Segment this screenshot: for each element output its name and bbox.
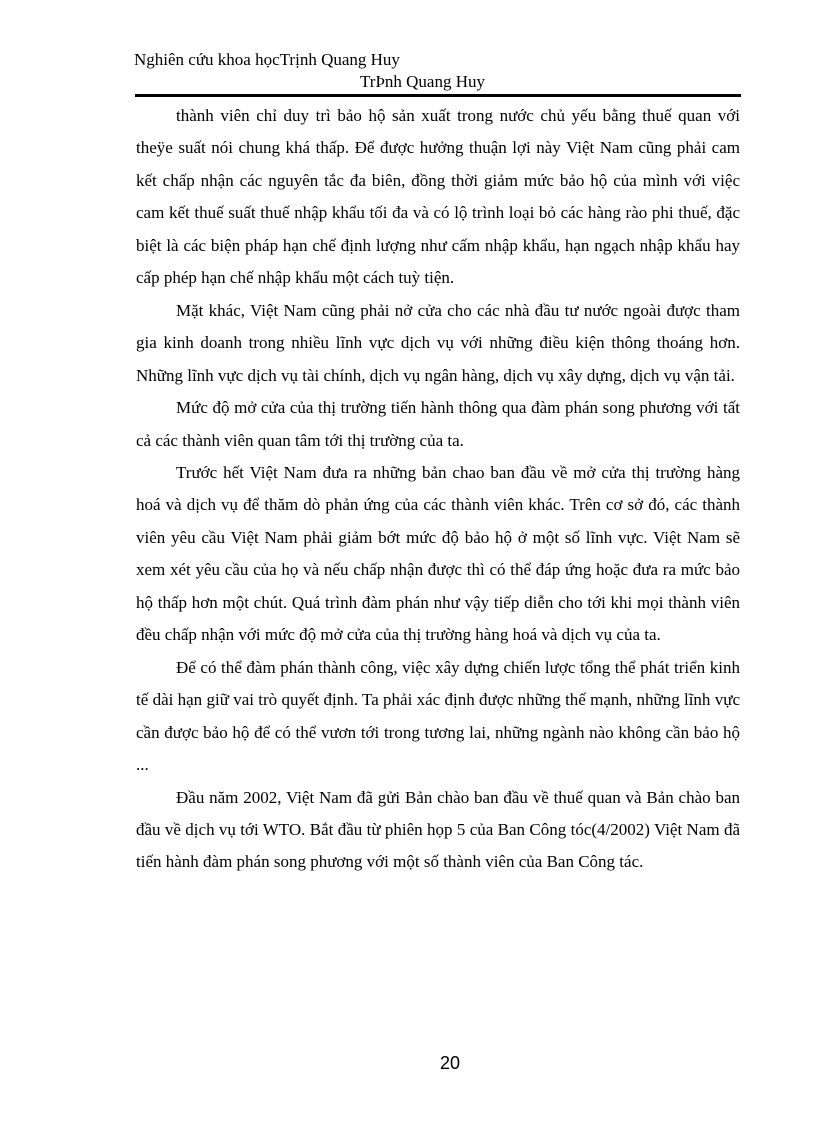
paragraph: Để có thể đàm phán thành công, việc xây dựng chiến lược tổng thể phát triển kinh tế dài hạn giữ vai trò quyết định. Ta phải xác định được những thế mạnh, những lĩnh vực cần được bảo hộ để có thể vươn tới trong tương lai, những ngành nào không cần bảo hộ ... [136,657,740,775]
page-number: 20 [439,1053,461,1073]
paragraph: Mặt khác, Việt Nam cũng phải nở cửa cho các nhà đầu tư nước ngoài được tham gia kinh doanh trong nhiều lĩnh vực dịch vụ với những điều kiện thông thoáng hơn. Những lĩnh vực dịch vụ tài chính, dịch vụ ngân hàng, dịch vụ xây dựng, dịch vụ vận tải. [136,300,740,385]
paragraph-continued: thành viên chỉ duy trì bảo hộ sản xuất trong nước chủ yếu bằng thuế quan với theÿe suất nói chung khá thấp. Để được hưởng thuận lợi này Việt Nam cũng phải cam kết chấp nhận các nguyên tắc đa biên, đồng thời giảm mức bảo hộ của mình với việc cam kết thuế suất thuế nhập khẩu tối đa và có lộ trình loại bỏ các hàng rào phi thuế, đặc biệt là các biện pháp hạn chế định lượng như cấm nhập khẩu, hạn ngạch nhập khẩu hay cấp phép hạn chế nhập khẩu một cách tuỳ tiện. [136,106,740,288]
running-header-title: Nghiên cứu khoa họcTrịnh Quang Huy [134,50,400,69]
paragraph: Đầu năm 2002, Việt Nam đã gửi Bản chào ban đầu về thuế quan và Bản chào ban đầu về dịch vụ tới WTO. Bắt đầu từ phiên họp 5 của Ban Công tóc(4/2002) Việt Nam đã tiến hành đàm phán song phương với một số thành viên của Ban Công tác. [136,787,740,872]
body-text [136,100,740,879]
paragraph: Trước hết Việt Nam đưa ra những bản chao ban đầu về mở cửa thị trường hàng hoá và dịch vụ để thăm dò phản ứng của các thành viên khác. Trên cơ sở đó, các thành viên yêu cầu Việt Nam phải giảm bớt mức độ bảo hộ ở một số lĩnh vực. Việt Nam sẽ xem xét yêu cầu của họ và nếu chấp nhận được thì có thể đáp ứng hoặc đưa ra mức bảo hộ thấp hơn một chút. Quá trình đàm phán như vậy tiếp diễn cho tới khi mọi thành viên đều chấp nhận với mức độ mở cửa của thị trường hàng hoá và dịch vụ của ta. [136,462,740,645]
running-header-author: TrÞnh Quang Huy [360,72,486,91]
paragraph: Mức độ mở cửa của thị trường tiến hành thông qua đàm phán song phương với tất cả các thành viên quan tâm tới thị trường của ta. [136,398,740,450]
header-divider [135,94,741,97]
